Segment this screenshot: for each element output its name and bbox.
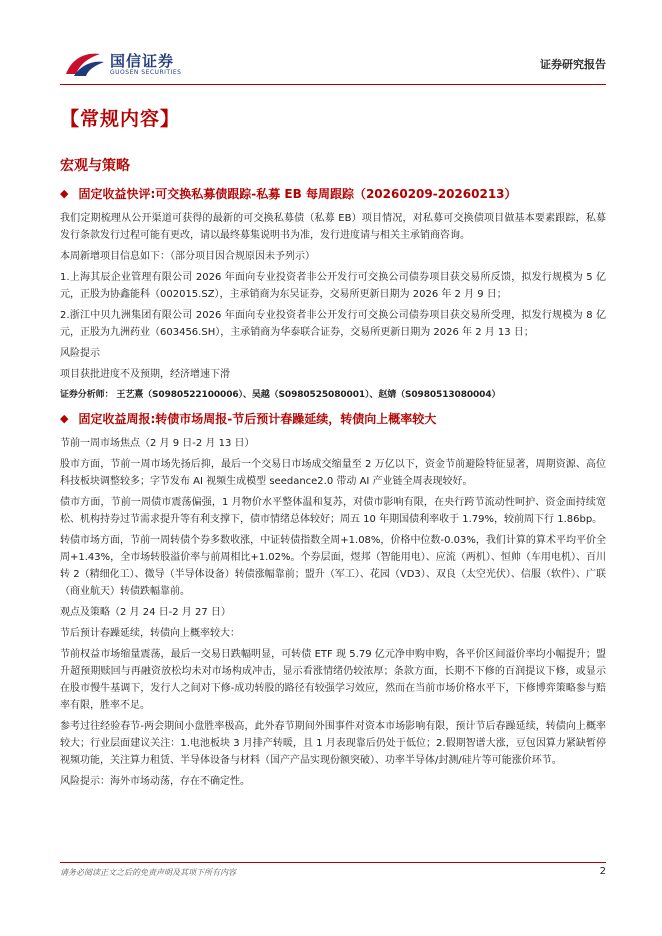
subsection-title: 宏观与策略 (60, 158, 130, 174)
brand-logo (64, 48, 264, 82)
header-divider (60, 84, 606, 85)
page-number: 2 (599, 866, 606, 877)
item2-strategy-heading: 观点及策略（2 月 24 日-2 月 27 日） (60, 607, 231, 618)
item2-strategy-detail-2: 参考过往经验春节-两会期间小盘胜率极高，此外春节期间外围事件对资本市场影响有限，预计节后春躁延续，转债向上概率较大；行业层面建议关注：1.电池板块 3 月排产转暖，且 1 月表现靠后仍处于低位；2.假期智谱大涨，豆包因算力紧缺暂停视频功能，关注算力租赁、半导体设备与材料（国产产品实现份额突破）、功率半导体/封测/硅片等可能涨价环节。 (60, 721, 606, 766)
item2-focus-heading: 节前一周市场焦点（2 月 9 日-2 月 13 日） (60, 438, 255, 449)
section-title: 【常规内容】 (60, 108, 181, 130)
item1-intro: 我们定期梳理从公开渠道可获得的最新的可交换私募债（私募 EB）项目情况，对私募可交换债项目做基本要素跟踪，私募发行条款发行过程可能有更改，请以最终募集说明书为准，发行进度请与相关主承销商咨询。 (60, 213, 606, 241)
item2-strategy-detail-1: 节前权益市场缩量震荡，最后一交易日跌幅明显，可转债 ETF 现 5.79 亿元净申购申购，各平价区间溢价率均小幅提升；盟升超预期赎回与再融资放松均未对市场构成冲击，显示看涨情绪仍较浓厚；条款方面，长期不下修的百润提议下修，或显示在股市慢牛基调下，发行人之间对下修-成功转股的路径有较强学习效应，然而在当前市场价格水平下，下修博弈策略参与赔率有限，胜率不足。 (60, 649, 606, 711)
brand-name-cn: 国信证券 (110, 52, 175, 70)
item1-new-projects: 本周新增项目信息如下：（部分项目因合规原因未予列示） (60, 251, 315, 262)
item1-project-2: 2.浙江中贝九洲集团有限公司 2026 年面向专业投资者非公开发行可交换公司债券项目获交易所受理，拟发行规模为 8 亿元，正股为九洲药业（603456.SH），主承销商为华泰联合证券，交易所更新日期为 2026 年 2 月 13 日； (60, 310, 606, 338)
item1-title-text: 固定收益快评:可交换私募债跟踪-私募 EB 每周跟踪（20260209-20260213） (78, 187, 517, 201)
item1-analysts: 证券分析师： 王艺熹（S0980522100006）、吴越（S0980525080001）、赵婧（S0980513080004） (60, 390, 501, 400)
item2-equity-market: 股市方面，节前一周市场先扬后抑，最后一个交易日市场成交缩量至 2 万亿以下，资金节前避险特征显著，周期资源、高位科技板块调整较多；字节发布 AI 视频生成模型 seedance2.0 带动 AI 产业链全周表现较好。 (60, 459, 606, 487)
item2-title (60, 410, 606, 427)
item2-risk: 风险提示：海外市场动荡，存在不确定性。 (60, 776, 250, 787)
disclaimer-note: 请务必阅读正文之后的免责声明及其项下所有内容 (60, 868, 236, 877)
item1-risk-heading: 风险提示 (60, 348, 100, 359)
item1-risk-text: 项目获批进度不及预期，经济增速下滑 (60, 369, 230, 380)
page-header (60, 44, 606, 84)
brand-name-en: GUOSEN SECURITIES (110, 69, 182, 76)
report-type-label: 证券研究报告 (540, 58, 606, 71)
item2-title-text: 固定收益周报:转债市场周报-节后预计春躁延续，转债向上概率较大 (78, 412, 437, 426)
item1-title (60, 185, 606, 202)
item1-project-1: 1.上海其辰企业管理有限公司 2026 年面向专业投资者非公开发行可交换公司债券项目获交易所反馈，拟发行规模为 5 亿元，正股为协鑫能科（002015.SZ），主承销商为东吴证券，交易所更新日期为 2026 年 2 月 9 日； (60, 272, 606, 300)
footer-divider (60, 862, 606, 863)
item2-cb-market: 转债市场方面，节前一周转债个券多数收涨，中证转债指数全周+1.08%，价格中位数-0.03%，我们计算的算术平均平价全周+1.43%，全市场转股溢价率与前周相比+1.02%。个券层面，煜邦（智能用电）、应流（两机）、恒帅（车用电机）、百川转 2（精细化工）、微导（半导体设备）转债涨幅靠前；盟升（军工）、花园（VD3）、双良（太空光伏）、信服（软件）、广联（商业航天）转债跌幅靠前。 (60, 535, 606, 597)
diamond-bullet-icon: ◆ (60, 412, 69, 425)
guosen-logo-icon (64, 48, 106, 80)
main-content (60, 104, 606, 794)
item2-bond-market: 债市方面，节前一周债市震荡偏强，1 月物价水平整体温和复苏，对债市影响有限，在央行跨节流动性呵护、资金面持续宽松、机构持券过节需求提升等有利支撑下，债市情绪总体较好；周五 10 年期国债利率收于 1.79%，较前周下行 1.86bp。 (60, 497, 606, 525)
diamond-bullet-icon: ◆ (60, 187, 69, 200)
item2-strategy-lead: 节后预计春躁延续，转债向上概率较大： (60, 628, 240, 639)
